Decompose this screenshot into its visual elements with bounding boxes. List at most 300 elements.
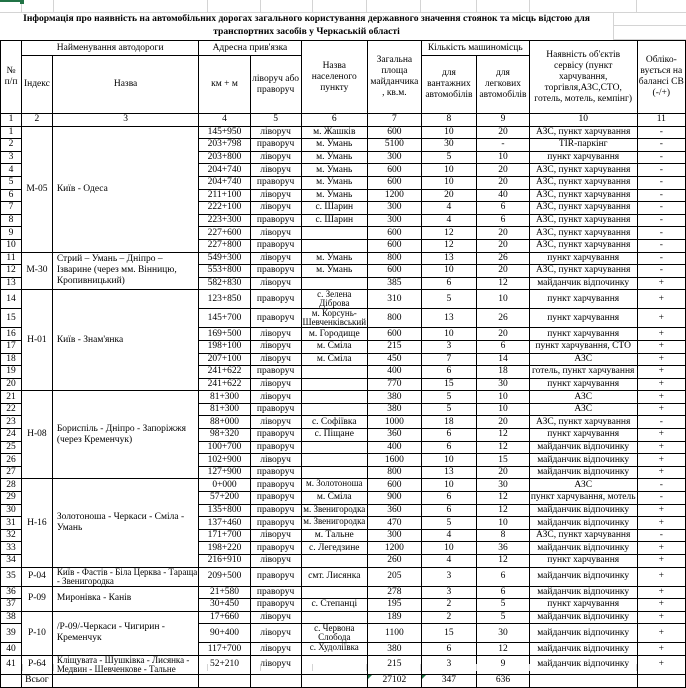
km-position[interactable]: 81+300 xyxy=(199,391,250,404)
km-position[interactable]: 102+900 xyxy=(199,454,250,467)
km-position[interactable]: 145+950 xyxy=(199,126,250,139)
row-number[interactable]: 30 xyxy=(1,504,22,517)
area[interactable]: 260 xyxy=(368,555,422,568)
balance-flag[interactable]: + xyxy=(637,517,685,530)
area[interactable]: 360 xyxy=(368,504,422,517)
area[interactable]: 360 xyxy=(368,429,422,442)
header-area[interactable]: Загальна площа майданчика , кв.м. xyxy=(368,41,422,114)
services[interactable]: АЗС xyxy=(529,479,637,492)
settlement[interactable]: с. Худоліївка xyxy=(301,643,368,656)
balance-flag[interactable]: - xyxy=(637,214,685,227)
car-spots[interactable]: 20 xyxy=(477,265,530,278)
road-side[interactable]: ліворуч xyxy=(250,391,301,404)
truck-spots[interactable]: 10 xyxy=(421,176,476,189)
balance-flag[interactable]: + xyxy=(637,466,685,479)
settlement[interactable]: с. Легедзине xyxy=(301,542,368,555)
balance-flag[interactable]: + xyxy=(637,586,685,599)
area[interactable]: 900 xyxy=(368,492,422,505)
row-number[interactable]: 40 xyxy=(1,643,22,656)
car-spots[interactable]: 20 xyxy=(477,126,530,139)
services[interactable]: АЗС, пункт харчування xyxy=(529,202,637,215)
area[interactable]: 310 xyxy=(368,290,422,309)
settlement[interactable] xyxy=(301,466,368,479)
truck-spots[interactable]: 2 xyxy=(421,611,476,624)
balance-flag[interactable]: + xyxy=(637,429,685,442)
km-position[interactable]: 57+200 xyxy=(199,492,250,505)
area[interactable]: 380 xyxy=(368,643,422,656)
car-spots[interactable]: 15 xyxy=(477,454,530,467)
services[interactable]: майданчик відпочинку xyxy=(529,624,637,643)
settlement[interactable]: м. Умань xyxy=(301,252,368,265)
row-number[interactable]: 18 xyxy=(1,353,22,366)
truck-spots[interactable]: 10 xyxy=(421,126,476,139)
area[interactable]: 470 xyxy=(368,517,422,530)
settlement[interactable] xyxy=(301,611,368,624)
row-number[interactable]: 5 xyxy=(1,176,22,189)
road-side[interactable]: ліворуч xyxy=(250,164,301,177)
road-side[interactable]: ліворуч xyxy=(250,202,301,215)
road-index[interactable]: М-05 xyxy=(22,126,53,252)
car-spots[interactable]: 8 xyxy=(477,529,530,542)
truck-spots[interactable]: 15 xyxy=(421,378,476,391)
services[interactable]: майданчик відпочинку xyxy=(529,466,637,479)
km-position[interactable]: 123+850 xyxy=(199,290,250,309)
car-spots[interactable]: 12 xyxy=(477,504,530,517)
row-number[interactable]: 11 xyxy=(1,252,22,265)
road-side[interactable]: ліворуч xyxy=(250,529,301,542)
balance-flag[interactable]: + xyxy=(637,290,685,309)
truck-spots[interactable]: 30 xyxy=(421,139,476,152)
road-side[interactable]: ліворуч xyxy=(250,378,301,391)
header-address-group[interactable]: Адресна прив'язка xyxy=(199,41,301,56)
car-spots[interactable]: 12 xyxy=(477,643,530,656)
road-side[interactable]: ліворуч xyxy=(250,454,301,467)
row-number[interactable]: 14 xyxy=(1,290,22,309)
road-side[interactable]: праворуч xyxy=(250,403,301,416)
road-side[interactable]: ліворуч xyxy=(250,126,301,139)
balance-flag[interactable]: + xyxy=(637,454,685,467)
km-position[interactable]: 227+800 xyxy=(199,239,250,252)
km-position[interactable]: 241+622 xyxy=(199,366,250,379)
col-number[interactable]: 6 xyxy=(301,114,368,127)
truck-spots[interactable]: 10 xyxy=(421,542,476,555)
km-position[interactable]: 241+622 xyxy=(199,378,250,391)
km-position[interactable]: 211+100 xyxy=(199,189,250,202)
area[interactable]: 300 xyxy=(368,202,422,215)
services[interactable]: майданчик відпочинку xyxy=(529,655,637,674)
truck-spots[interactable]: 10 xyxy=(421,164,476,177)
car-spots[interactable]: 10 xyxy=(477,403,530,416)
row-number[interactable]: 12 xyxy=(1,265,22,278)
header-side[interactable]: ліворуч або праворуч xyxy=(250,56,301,114)
row-number[interactable]: 17 xyxy=(1,340,22,353)
km-position[interactable]: 137+460 xyxy=(199,517,250,530)
header-index[interactable]: Індекс xyxy=(22,56,53,114)
km-position[interactable]: 198+220 xyxy=(199,542,250,555)
km-position[interactable]: 52+210 xyxy=(199,655,250,674)
road-index[interactable]: Р-04 xyxy=(22,567,53,586)
km-position[interactable]: 549+300 xyxy=(199,252,250,265)
road-name[interactable]: Київ - Одеса xyxy=(52,126,199,252)
services[interactable]: пункт харчування, мотель xyxy=(530,492,636,503)
balance-flag[interactable]: + xyxy=(637,309,685,328)
services[interactable]: пункт харчування xyxy=(529,309,637,328)
services[interactable]: АЗС, пункт харчування xyxy=(529,529,637,542)
services[interactable]: АЗС, пункт харчування xyxy=(529,416,637,429)
area[interactable]: 195 xyxy=(368,599,422,612)
balance-flag[interactable]: - xyxy=(637,139,685,152)
balance-flag[interactable]: + xyxy=(637,441,685,454)
area[interactable]: 215 xyxy=(368,655,422,674)
truck-spots[interactable]: 5 xyxy=(421,391,476,404)
row-number[interactable]: 2 xyxy=(1,139,22,152)
area[interactable]: 600 xyxy=(368,176,422,189)
km-position[interactable]: 169+500 xyxy=(199,328,250,341)
area[interactable]: 300 xyxy=(368,214,422,227)
km-position[interactable]: 198+100 xyxy=(199,340,250,353)
truck-spots[interactable]: 5 xyxy=(421,290,476,309)
car-spots[interactable]: 20 xyxy=(477,466,530,479)
services[interactable]: майданчик відпочинку xyxy=(529,517,637,530)
car-spots[interactable]: 14 xyxy=(477,353,530,366)
car-spots[interactable]: 30 xyxy=(477,378,530,391)
car-spots[interactable]: 20 xyxy=(477,227,530,240)
road-index[interactable]: Н-01 xyxy=(22,290,53,391)
services[interactable]: АЗС, пункт харчування xyxy=(529,164,637,177)
fill-handle[interactable] xyxy=(20,0,24,4)
car-spots[interactable]: 20 xyxy=(477,164,530,177)
header-spots-group[interactable]: Кількість машиномісць xyxy=(421,41,529,56)
truck-spots[interactable]: 13 xyxy=(421,466,476,479)
balance-flag[interactable]: + xyxy=(637,504,685,517)
road-side[interactable]: ліворуч xyxy=(250,328,301,341)
services[interactable]: АЗС, пункт харчування xyxy=(529,265,637,278)
road-name[interactable]: Бориспіль - Дніпро - Запоріжжя (через Кременчук) xyxy=(52,391,199,479)
road-side[interactable]: праворуч xyxy=(250,517,301,530)
row-number[interactable]: 37 xyxy=(1,599,22,612)
settlement[interactable]: м. Умань xyxy=(301,189,368,202)
total-area[interactable]: 27102 xyxy=(368,674,422,687)
road-index[interactable]: Р-64 xyxy=(22,655,53,674)
services[interactable]: АЗС, пункт харчування xyxy=(529,214,637,227)
row-number[interactable]: 38 xyxy=(1,611,22,624)
settlement[interactable]: смт. Лисянка xyxy=(301,567,368,586)
services[interactable]: майданчик відпочинку xyxy=(529,542,637,555)
road-side[interactable]: праворуч xyxy=(250,309,301,328)
col-number[interactable]: 10 xyxy=(529,114,637,127)
services[interactable]: майданчик відпочинку xyxy=(529,611,637,624)
col-number[interactable]: 7 xyxy=(368,114,422,127)
header-km[interactable]: км + м xyxy=(199,56,250,114)
car-spots[interactable]: 20 xyxy=(477,416,530,429)
settlement[interactable]: м. Звенигородка xyxy=(301,504,368,517)
area[interactable]: 600 xyxy=(368,239,422,252)
services[interactable]: АЗС xyxy=(529,353,637,366)
balance-flag[interactable]: + xyxy=(637,542,685,555)
settlement[interactable]: м. Тальне xyxy=(301,529,368,542)
road-side[interactable]: ліворуч xyxy=(250,227,301,240)
settlement[interactable]: м. Сміла xyxy=(301,353,368,366)
row-number[interactable]: 28 xyxy=(1,479,22,492)
truck-spots[interactable]: 4 xyxy=(421,202,476,215)
car-spots[interactable]: 26 xyxy=(477,309,530,328)
settlement[interactable] xyxy=(301,227,368,240)
road-side[interactable]: праворуч xyxy=(250,466,301,479)
km-position[interactable]: 17+660 xyxy=(199,611,250,624)
row-number[interactable]: 27 xyxy=(1,466,22,479)
settlement[interactable]: с. Шарин xyxy=(301,214,368,227)
car-spots[interactable]: 10 xyxy=(477,151,530,164)
row-number[interactable]: 29 xyxy=(1,492,22,505)
area[interactable]: 800 xyxy=(368,252,422,265)
total-empty[interactable] xyxy=(529,674,637,687)
road-side[interactable]: праворуч xyxy=(250,492,301,505)
row-number[interactable]: 35 xyxy=(1,567,22,586)
balance-flag[interactable]: - xyxy=(637,265,685,278)
truck-spots[interactable]: 10 xyxy=(421,454,476,467)
settlement[interactable] xyxy=(301,378,368,391)
services[interactable]: АЗС, пункт харчування xyxy=(529,176,637,189)
road-index[interactable]: Р-09 xyxy=(22,586,53,611)
road-side[interactable]: праворуч xyxy=(250,429,301,442)
services[interactable]: пункт харчування xyxy=(529,328,637,341)
km-position[interactable]: 127+900 xyxy=(199,466,250,479)
road-side[interactable]: праворуч xyxy=(250,239,301,252)
area[interactable]: 5100 xyxy=(368,139,422,152)
row-number[interactable]: 23 xyxy=(1,416,22,429)
total-trucks[interactable]: 347 xyxy=(421,674,476,687)
truck-spots[interactable]: 18 xyxy=(421,416,476,429)
road-side[interactable]: праворуч xyxy=(250,567,301,586)
row-number[interactable]: 7 xyxy=(1,202,22,215)
settlement[interactable]: м. Золотоноша xyxy=(301,479,368,492)
row-number[interactable]: 3 xyxy=(1,151,22,164)
row-number[interactable]: 13 xyxy=(1,277,22,290)
road-side[interactable]: ліворуч xyxy=(250,340,301,353)
road-side[interactable]: праворуч xyxy=(250,265,301,278)
car-spots[interactable]: 10 xyxy=(477,517,530,530)
total-cars[interactable]: 636 xyxy=(477,674,530,687)
road-name[interactable]: Миронівка - Канів xyxy=(52,586,199,611)
car-spots[interactable]: 10 xyxy=(477,391,530,404)
area[interactable]: 1200 xyxy=(368,542,422,555)
balance-flag[interactable]: - xyxy=(637,239,685,252)
km-position[interactable]: 223+300 xyxy=(199,214,250,227)
road-index[interactable]: Н-16 xyxy=(22,479,53,567)
km-position[interactable]: 227+600 xyxy=(199,227,250,240)
services[interactable]: АЗС, пункт харчування xyxy=(529,227,637,240)
km-position[interactable]: 582+830 xyxy=(199,277,250,290)
road-side[interactable]: праворуч xyxy=(250,599,301,612)
truck-spots[interactable]: 3 xyxy=(421,655,476,674)
road-side[interactable]: ліворуч xyxy=(250,151,301,164)
km-position[interactable]: 21+580 xyxy=(199,586,250,599)
car-spots[interactable]: 6 xyxy=(477,567,530,586)
row-number[interactable]: 31 xyxy=(1,517,22,530)
km-position[interactable]: 203+800 xyxy=(199,151,250,164)
truck-spots[interactable]: 6 xyxy=(421,441,476,454)
area[interactable]: 600 xyxy=(368,227,422,240)
services[interactable]: пункт харчування xyxy=(529,429,637,442)
services[interactable]: майданчик відпочинку xyxy=(529,454,637,467)
balance-flag[interactable]: + xyxy=(637,599,685,612)
settlement[interactable] xyxy=(301,454,368,467)
settlement[interactable]: м. Умань xyxy=(301,151,368,164)
services[interactable]: АЗС xyxy=(529,403,637,416)
settlement[interactable] xyxy=(301,555,368,568)
road-side[interactable]: праворуч xyxy=(250,214,301,227)
header-trucks[interactable]: для вантажних автомобілів xyxy=(421,56,476,114)
area[interactable]: 189 xyxy=(368,611,422,624)
truck-spots[interactable]: 5 xyxy=(421,151,476,164)
road-side[interactable]: праворуч xyxy=(250,139,301,152)
truck-spots[interactable]: 15 xyxy=(421,624,476,643)
balance-flag[interactable]: + xyxy=(637,277,685,290)
services[interactable]: пункт харчування xyxy=(529,555,637,568)
settlement[interactable]: м. Умань xyxy=(301,164,368,177)
road-side[interactable]: ліворуч xyxy=(250,555,301,568)
truck-spots[interactable]: 20 xyxy=(421,189,476,202)
col-number[interactable]: 1 xyxy=(1,114,22,127)
km-position[interactable]: 98+320 xyxy=(199,429,250,442)
settlement[interactable] xyxy=(301,277,368,290)
road-side[interactable]: ліворуч xyxy=(250,655,301,674)
area[interactable]: 600 xyxy=(368,265,422,278)
balance-flag[interactable]: - xyxy=(637,176,685,189)
road-side[interactable]: праворуч xyxy=(250,441,301,454)
truck-spots[interactable]: 6 xyxy=(421,492,476,505)
balance-flag[interactable]: - xyxy=(637,252,685,265)
settlement[interactable]: с. Зелена Діброва xyxy=(301,290,368,309)
area[interactable]: 800 xyxy=(368,309,422,328)
settlement[interactable]: м. Звенигородка xyxy=(301,517,368,530)
balance-flag[interactable]: + xyxy=(637,567,685,586)
header-name[interactable]: Назва xyxy=(52,56,199,114)
km-position[interactable]: 88+000 xyxy=(199,416,250,429)
car-spots[interactable]: 40 xyxy=(477,189,530,202)
road-index[interactable]: Р-10 xyxy=(22,611,53,655)
balance-flag[interactable]: - xyxy=(637,492,685,505)
settlement[interactable] xyxy=(301,366,368,379)
header-settlement[interactable]: Назва населеного пункту xyxy=(301,41,368,114)
area[interactable]: 400 xyxy=(368,441,422,454)
settlement[interactable] xyxy=(301,586,368,599)
settlement[interactable]: с. Піщане xyxy=(301,429,368,442)
balance-flag[interactable]: - xyxy=(637,151,685,164)
area[interactable]: 300 xyxy=(368,151,422,164)
road-name[interactable]: Київ - Фастів - Біла Церква - Тараща - Звенигородка xyxy=(52,567,199,586)
area[interactable]: 300 xyxy=(368,529,422,542)
services[interactable]: пункт харчування xyxy=(529,378,637,391)
row-number[interactable]: 25 xyxy=(1,441,22,454)
area[interactable]: 205 xyxy=(368,567,422,586)
settlement[interactable]: м. Умань xyxy=(301,265,368,278)
car-spots[interactable]: 6 xyxy=(477,202,530,215)
area[interactable]: 400 xyxy=(368,366,422,379)
settlement[interactable]: м. Умань xyxy=(301,176,368,189)
road-side[interactable]: праворуч xyxy=(250,504,301,517)
area[interactable]: 215 xyxy=(368,340,422,353)
col-number[interactable]: 2 xyxy=(22,114,53,127)
services[interactable]: майданчик відпочинку xyxy=(529,567,637,586)
car-spots[interactable]: - xyxy=(477,139,530,152)
balance-flag[interactable]: + xyxy=(637,403,685,416)
col-number[interactable]: 11 xyxy=(637,114,685,127)
road-side[interactable]: ліворуч xyxy=(250,416,301,429)
car-spots[interactable]: 12 xyxy=(477,441,530,454)
selected-cell-indicator[interactable] xyxy=(0,0,21,2)
road-side[interactable]: ліворуч xyxy=(250,252,301,265)
truck-spots[interactable]: 5 xyxy=(421,403,476,416)
truck-spots[interactable]: 10 xyxy=(421,265,476,278)
km-position[interactable]: 171+700 xyxy=(199,529,250,542)
truck-spots[interactable]: 13 xyxy=(421,252,476,265)
road-side[interactable]: ліворуч xyxy=(250,353,301,366)
balance-flag[interactable]: + xyxy=(637,391,685,404)
balance-flag[interactable]: + xyxy=(637,611,685,624)
car-spots[interactable]: 5 xyxy=(477,599,530,612)
km-position[interactable]: 553+800 xyxy=(199,265,250,278)
car-spots[interactable]: 12 xyxy=(477,492,530,505)
settlement[interactable]: с. Шарин xyxy=(301,202,368,215)
road-side[interactable]: праворуч xyxy=(250,542,301,555)
settlement[interactable]: с. Софіївка xyxy=(301,416,368,429)
car-spots[interactable]: 12 xyxy=(477,555,530,568)
settlement[interactable]: с. Степанці xyxy=(301,599,368,612)
services[interactable]: АЗС xyxy=(529,391,637,404)
row-number[interactable]: 15 xyxy=(1,309,22,328)
truck-spots[interactable]: 6 xyxy=(421,504,476,517)
car-spots[interactable]: 9 xyxy=(477,655,530,674)
road-side[interactable]: ліворуч xyxy=(250,277,301,290)
services[interactable]: ТІR-паркінг xyxy=(529,139,637,152)
settlement[interactable] xyxy=(301,441,368,454)
area[interactable]: 450 xyxy=(368,353,422,366)
col-number[interactable]: 5 xyxy=(250,114,301,127)
row-number[interactable]: 34 xyxy=(1,555,22,568)
truck-spots[interactable]: 10 xyxy=(421,328,476,341)
road-index[interactable]: Н-08 xyxy=(22,391,53,479)
row-number[interactable]: 16 xyxy=(1,328,22,341)
col-number[interactable]: 9 xyxy=(477,114,530,127)
truck-spots[interactable]: 3 xyxy=(421,586,476,599)
services[interactable]: пункт харчування xyxy=(529,151,637,164)
area[interactable]: 1600 xyxy=(368,454,422,467)
car-spots[interactable]: 20 xyxy=(477,176,530,189)
total-empty[interactable] xyxy=(1,674,22,687)
row-number[interactable]: 1 xyxy=(1,126,22,139)
settlement[interactable]: м. Жашків xyxy=(301,126,368,139)
balance-flag[interactable]: - xyxy=(637,479,685,492)
balance-flag[interactable]: + xyxy=(637,624,685,643)
services[interactable]: АЗС, пункт харчування xyxy=(529,126,637,139)
area[interactable]: 600 xyxy=(368,479,422,492)
car-spots[interactable]: 26 xyxy=(477,252,530,265)
header-num[interactable]: № п/п xyxy=(1,41,22,114)
balance-flag[interactable]: - xyxy=(637,126,685,139)
total-empty[interactable] xyxy=(199,674,250,687)
truck-spots[interactable]: 3 xyxy=(421,567,476,586)
col-number[interactable]: 8 xyxy=(421,114,476,127)
km-position[interactable]: 204+740 xyxy=(199,176,250,189)
road-side[interactable]: праворуч xyxy=(250,366,301,379)
road-index[interactable]: М-30 xyxy=(22,252,53,290)
km-position[interactable]: 30+450 xyxy=(199,599,250,612)
area[interactable]: 380 xyxy=(368,391,422,404)
balance-flag[interactable]: - xyxy=(637,529,685,542)
settlement[interactable]: м. Городище xyxy=(301,328,368,341)
km-position[interactable]: 117+700 xyxy=(199,643,250,656)
